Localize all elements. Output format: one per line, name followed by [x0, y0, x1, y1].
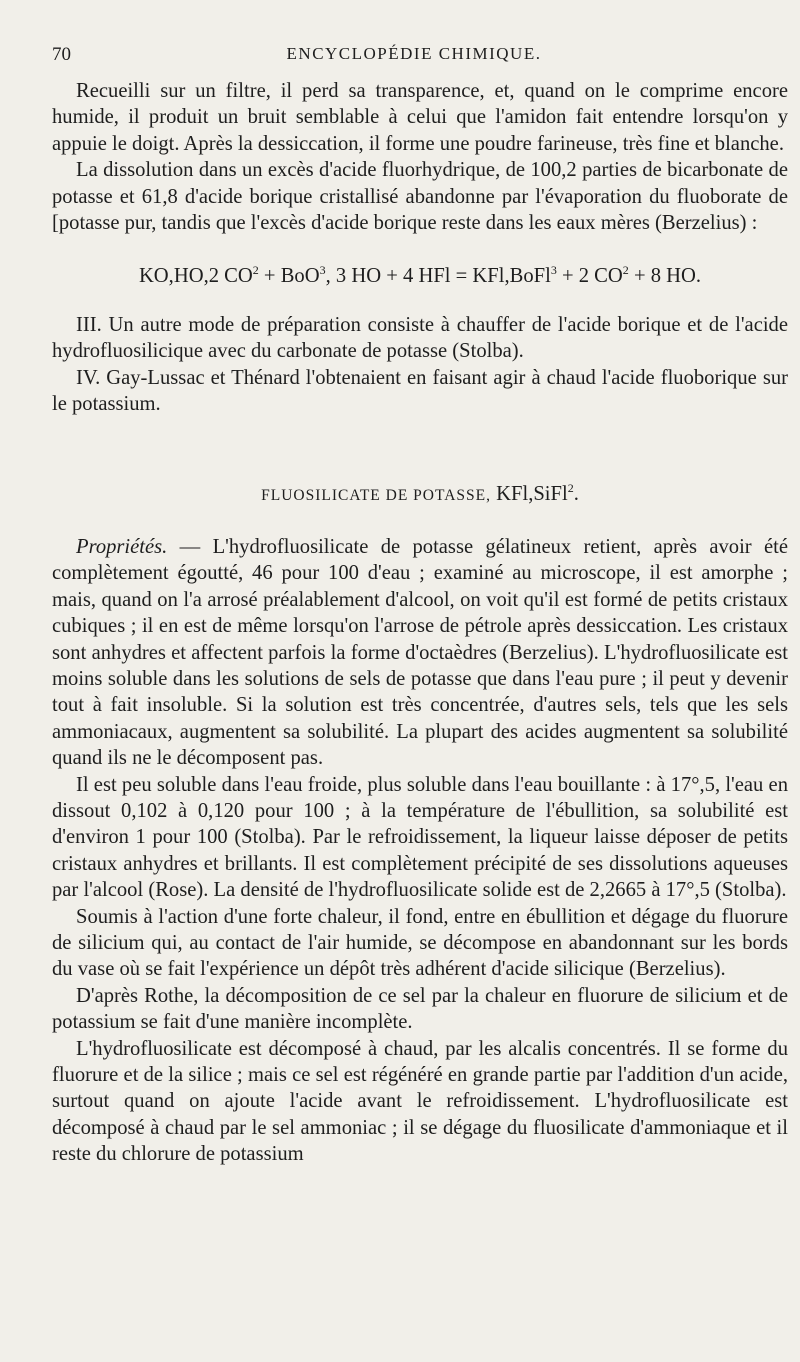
paragraph-intro-1: Recueilli sur un filtre, il perd sa transparence, et, quand on le comprime encore humide, il produit un bruit semblable à celui que l'amidon fait entendre lorsqu'on y appuie le doigt. Après la dessiccation, il forme une poudre farineuse, très fine et blanche.	[52, 80, 788, 155]
equation-superscript: 2	[252, 262, 259, 277]
equation-part: , 3 HO + 4 HFl = KFl,BoFl	[325, 265, 551, 288]
paragraph-properties-1	[52, 534, 788, 772]
section-heading-superscript: 2	[567, 480, 574, 495]
section-heading	[52, 481, 788, 509]
paragraph-method-iv: IV. Gay-Lussac et Thénard l'obtenaient en faisant agir à chaud l'acide fluoborique sur le potassium.	[52, 366, 788, 416]
chemical-equation	[52, 263, 788, 289]
equation-part: + 8 HO.	[628, 265, 702, 288]
equation-superscript: 2	[622, 262, 629, 277]
section-heading-period: .	[573, 483, 579, 506]
equation-superscript: 3	[319, 262, 326, 277]
equation-part: KO,HO,2 CO	[138, 265, 253, 288]
properties-text: — L'hydrofluosilicate de potasse gélatineux retient, après avoir été complètement égoutté, 46 pour 100 d'eau ; examiné au microscope, il est amorphe ; mais, quand on l'a arrosé préalablement d'alcool, on voit qu'il est formé de petits cristaux cubiques ; il en est de même lorsqu'on l'arrose de pétrole après dessiccation. Les cristaux sont anhydres et affectent parfois la forme d'octaèdres (Berzelius). L'hydrofluosilicate est moins soluble dans les solutions de sels de potasse que dans l'eau pure ; il peut y devenir tout à fait insoluble. Si la solution est très concentrée, d'autres sels, tels que les sels ammoniacaux, augmentent sa solubilité. La plupart des acides augmentent sa solubilité quand ils ne le décomposent pas.	[52, 535, 788, 770]
equation-superscript: 3	[550, 262, 557, 277]
paragraph-properties-3: Soumis à l'action d'une forte chaleur, il fond, entre en ébullition et dégage du fluorure de silicium qui, au contact de l'air humide, se décompose en abandonnant sur les bords du vase où se fait l'expérience un dépôt très adhérent d'acide silicique (Berzelius).	[52, 905, 788, 981]
equation-part: + BoO	[258, 265, 320, 288]
page-body	[52, 78, 788, 1168]
page-header	[52, 44, 776, 72]
equation-part: + 2 CO	[556, 265, 623, 288]
paragraph-properties-2: Il est peu soluble dans l'eau froide, plus soluble dans l'eau bouillante : à 17°,5, l'eau en dissout 0,102 à 0,120 pour 100 ; à la température de l'ébullition, sa solubilité est d'environ 1 pour 100 (Stolba). Par le refroidissement, la liqueur laisse déposer de petits cristaux anhydres et brillants. Il est complètement précipité de ses dissolutions aqueuses par l'alcool (Rose). La densité de l'hydrofluosilicate solide est de 2,2665 à 17°,5 (Stolba).	[52, 773, 788, 902]
paragraph-properties-4: D'après Rothe, la décomposition de ce sel par la chaleur en fluorure de silicium et de potassium se fait d'une manière incomplète.	[52, 984, 788, 1034]
section-heading-formula: KFl,SiFl	[491, 483, 568, 506]
paragraph-method-iii: III. Un autre mode de préparation consiste à chauffer de l'acide borique et de l'acide hydrofluosilicique avec du carbonate de potasse (Stolba).	[52, 313, 788, 363]
properties-lead: Propriétés.	[76, 535, 168, 558]
paragraph-properties-5: L'hydrofluosilicate est décomposé à chaud, par les alcalis concentrés. Il se forme du fluorure et de la silice ; mais ce sel est régénéré en grande partie par l'addition d'un acide, surtout quand on ajoute l'acide avant le refroidissement. L'hydrofluosilicate est décomposé à chaud par le sel ammoniac ; il se dégage du fluosilicate d'ammoniaque et il reste du chlorure de potassium	[52, 1037, 788, 1166]
section-heading-text: FLUOSILICATE DE POTASSE,	[261, 487, 491, 505]
page-number: 70	[52, 44, 71, 65]
paragraph-intro-2: La dissolution dans un excès d'acide fluorhydrique, de 100,2 parties de bicarbonate de potasse et 61,8 d'acide borique cristallisé abandonne par l'évaporation du fluoborate de [potasse pur, tandis que l'excès d'acide borique reste dans les eaux mères (Berzelius) :	[52, 159, 788, 235]
running-head: ENCYCLOPÉDIE CHIMIQUE.	[286, 44, 542, 63]
